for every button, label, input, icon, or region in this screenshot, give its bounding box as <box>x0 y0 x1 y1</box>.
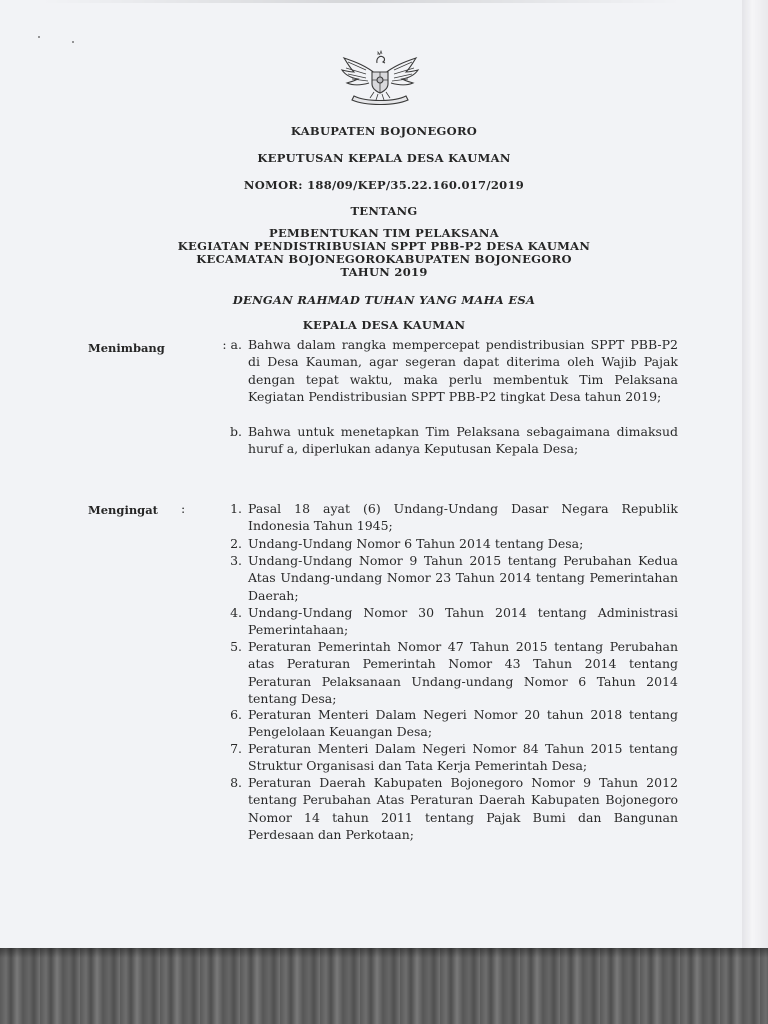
item-marker: 3. <box>230 553 242 568</box>
subject-line: PEMBENTUKAN TIM PELAKSANA <box>269 226 499 240</box>
decree-subject <box>0 227 768 279</box>
regency-name: KABUPATEN BOJONEGORO <box>290 124 478 138</box>
item-marker: 7. <box>230 741 242 756</box>
item-marker: 4. <box>230 605 242 620</box>
item-text: Peraturan Pemerintah Nomor 47 Tahun 2015 tentang Perubahan atas Peraturan Pemerintah Nomor 43 Tahun 2014 tentang Peraturan Pelaksanaan Undang-undang Nomor 6 Tahun 2014 tentang Desa; <box>248 639 678 707</box>
mengingat-colon: : <box>181 501 186 516</box>
mengingat-item <box>218 500 678 535</box>
item-marker: 1. <box>230 501 242 516</box>
item-marker: 8. <box>230 775 242 790</box>
scanner-background <box>0 948 768 1024</box>
invocation: DENGAN RAHMAD TUHAN YANG MAHA ESA <box>232 293 536 307</box>
scan-speck <box>72 41 74 43</box>
about-heading: TENTANG <box>350 204 418 218</box>
subject-line: KEGIATAN PENDISTRIBUSIAN SPPT PBB-P2 DESA KAUMAN <box>177 239 591 253</box>
mengingat-item <box>218 740 678 775</box>
item-marker: : a. <box>222 337 242 352</box>
item-text: Pasal 18 ayat (6) Undang-Undang Dasar Negara Republik Indonesia Tahun 1945; <box>248 501 678 534</box>
item-text: Peraturan Menteri Dalam Negeri Nomor 20 tahun 2018 tentang Pengelolaan Keuangan Desa; <box>248 707 678 740</box>
item-text: Peraturan Menteri Dalam Negeri Nomor 84 Tahun 2015 tentang Struktur Organisasi dan Tata Kerja Pemerintah Desa; <box>248 741 678 774</box>
menimbang-item <box>203 423 678 458</box>
item-text: Bahwa untuk menetapkan Tim Pelaksana sebagaimana dimaksud huruf a, diperlukan adanya Keputusan Kepala Desa; <box>248 424 678 457</box>
page-edge <box>742 0 768 948</box>
item-text: Bahwa dalam rangka mempercepat pendistribusian SPPT PBB-P2 di Desa Kauman, agar segeran dapat diterima oleh Wajib Pajak dengan tepat waktu, maka perlu membentuk Tim Pelaksana Kegiatan Pendistribusian SPPT PBB-P2 tingkat Desa tahun 2019; <box>248 337 678 405</box>
scan-speck <box>38 36 40 38</box>
mengingat-item <box>218 535 678 552</box>
mengingat-item <box>218 638 678 708</box>
item-marker: 6. <box>230 707 242 722</box>
item-marker: b. <box>230 424 242 439</box>
item-text: Undang-Undang Nomor 30 Tahun 2014 tentang Administrasi Pemerintahaan; <box>248 605 678 638</box>
item-text: Peraturan Daerah Kabupaten Bojonegoro Nomor 9 Tahun 2012 tentang Perubahan Atas Peraturan Daerah Kabupaten Bojonegoro Nomor 14 tahun 2011 tentang Pajak Bumi dan Bangunan Perdesaan dan Perkotaan; <box>248 775 678 843</box>
item-text: Undang-Undang Nomor 9 Tahun 2015 tentang Perubahan Kedua Atas Undang-undang Nomor 23 Tahun 2014 tentang Pemerintahan Daerah; <box>248 553 678 603</box>
mengingat-item <box>218 774 678 844</box>
mengingat-label: Mengingat <box>88 503 158 517</box>
mengingat-item <box>218 706 678 741</box>
item-text: Undang-Undang Nomor 6 Tahun 2014 tentang Desa; <box>248 536 584 551</box>
decree-title: KEPUTUSAN KEPALA DESA KAUMAN <box>257 151 511 165</box>
issuer-title: KEPALA DESA KAUMAN <box>302 318 466 332</box>
item-marker: 2. <box>230 536 242 551</box>
subject-line: KECAMATAN BOJONEGOROKABUPATEN BOJONEGORO <box>196 252 572 266</box>
mengingat-item <box>218 604 678 639</box>
decree-number: NOMOR: 188/09/KEP/35.22.160.017/2019 <box>243 178 525 192</box>
garuda-emblem-icon <box>336 50 424 106</box>
mengingat-item <box>218 552 678 604</box>
menimbang-item <box>203 336 678 406</box>
subject-line: TAHUN 2019 <box>340 265 428 279</box>
menimbang-label: Menimbang <box>88 341 165 355</box>
item-marker: 5. <box>230 639 242 654</box>
